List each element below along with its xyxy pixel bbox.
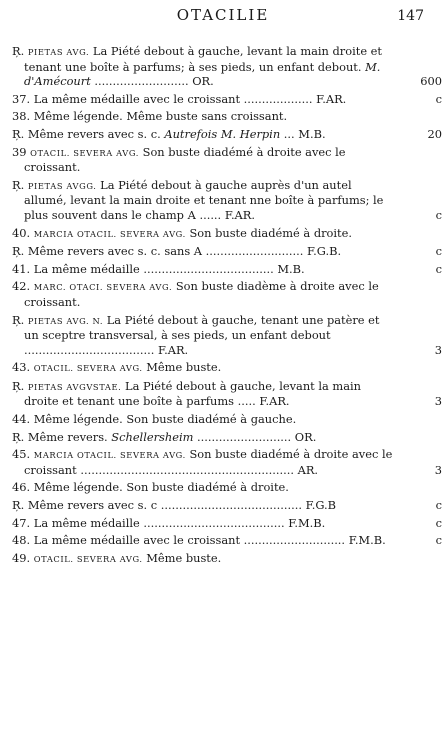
entry-number: 48. (12, 533, 31, 548)
coin-legend: PIETAS AVGVSTAE. (27, 381, 122, 392)
entry-description: Même légende. Même buste sans croissant. (33, 109, 288, 124)
entry-number: 49. (12, 550, 31, 565)
entry-number: 43. (12, 360, 31, 375)
entry-description: Son buste diadémé à droite avec le croissant (24, 447, 393, 477)
entry-text (12, 412, 396, 427)
entry-number: 47. (12, 515, 31, 530)
dot-leaders: ....................................... (160, 498, 302, 513)
entry-text (12, 430, 396, 445)
entry-number: Ŗ. (12, 244, 25, 259)
entry-number: 38. (12, 109, 31, 124)
entry-number: 45. (12, 447, 31, 462)
entry-text (12, 226, 396, 242)
entry-description: Son buste diadémé à droite. (189, 225, 352, 240)
entry-number: Ŗ. (12, 378, 25, 393)
metal-grade: F.M.B. (288, 515, 326, 530)
entry-number: Ŗ. (12, 126, 25, 141)
entry-number: Ŗ. (12, 498, 25, 513)
entry-text (12, 44, 396, 89)
rarity-price: c (435, 515, 442, 530)
entry-number: 46. (12, 480, 31, 495)
entry-number: 44. (12, 412, 31, 427)
catalog-entry (12, 430, 442, 445)
catalog-entry (12, 313, 442, 358)
rarity-price: 600 (420, 74, 442, 89)
entry-description: Même revers avec s. c. (27, 126, 161, 141)
rarity-price: c (435, 261, 442, 276)
entry-description: La Piété debout à gauche, levant la main droite et tenant une boîte à parfums; à ses pieds, un enfant debout. (24, 44, 382, 74)
catalog-entry (12, 127, 442, 142)
coin-legend: MARCIA OTACIL. SEVERA AVG. (33, 450, 186, 461)
catalog-entry (12, 145, 442, 175)
coin-legend: OTACIL. SEVERA AVG. (30, 147, 140, 158)
catalog-entry (12, 360, 442, 376)
entry-text (12, 379, 396, 409)
collection-note: M. d'Amécourt (24, 59, 381, 89)
entry-text (12, 262, 396, 277)
entry-description: Son buste diadémé à droite avec le croissant. (24, 144, 346, 175)
entry-description: Même buste. (146, 550, 222, 565)
entry-description: La Piété debout à gauche, tenant une patère et un sceptre transversal, à ses pieds, un enfant debout (24, 312, 380, 343)
dot-leaders: ..... (237, 394, 256, 409)
catalog-entry (12, 262, 442, 277)
coin-legend: OTACIL. SEVERA AVG. (33, 363, 143, 374)
metal-grade: OR. (294, 429, 317, 444)
entry-description: La Piété debout à gauche, levant la main droite et tenant une boîte à parfums (24, 378, 361, 409)
entry-number: 42. (12, 279, 31, 294)
entry-number: 40. (12, 225, 31, 240)
dot-leaders: .................................... (143, 261, 274, 276)
rarity-price: 3 (434, 394, 442, 409)
entry-description: La Piété debout à gauche auprès d'un autel allumé, levant la main droite et tenant nne boîte à parfums; le plus souvent dans le champ A (24, 177, 384, 222)
catalog-entry (12, 447, 442, 477)
catalog-entry (12, 244, 442, 259)
entry-text (12, 313, 396, 358)
dot-leaders: ........................... (205, 244, 304, 259)
entry-text (12, 109, 396, 124)
entry-description: La même médaille (33, 261, 140, 276)
coin-legend: MARCIA OTACIL. SEVERA AVG. (33, 228, 186, 239)
dot-leaders: ................... (243, 91, 313, 106)
entry-description: La même médaille avec le croissant (33, 91, 241, 106)
metal-grade: F.G.B (305, 498, 337, 513)
metal-grade: F.M.B. (348, 533, 386, 548)
page-number: 147 (397, 8, 424, 24)
metal-grade: M.B. (277, 261, 305, 276)
entry-number: 41. (12, 261, 31, 276)
dot-leaders: ............................ (243, 533, 346, 548)
entry-number: Ŗ. (12, 44, 25, 58)
entry-text (12, 551, 396, 567)
coin-legend: PIETAS AVGG. (27, 180, 97, 191)
catalog-entries (12, 44, 442, 569)
entry-description: Son buste diadème à droite avec le croissant. (24, 279, 379, 309)
rarity-price: c (435, 91, 442, 106)
entry-text (12, 279, 396, 309)
dot-leaders: ........................................................... (80, 462, 294, 477)
catalog-entry (12, 279, 442, 309)
rarity-price: 3 (434, 462, 442, 477)
entry-number: 39 (12, 144, 27, 159)
catalog-entry (12, 412, 442, 427)
metal-grade: F.AR. (157, 342, 189, 357)
catalog-entry (12, 551, 442, 567)
catalog-entry (12, 178, 442, 223)
metal-grade: F.AR. (316, 91, 347, 106)
entry-text (12, 92, 396, 107)
metal-grade: M.B. (298, 126, 326, 141)
entry-text (12, 480, 396, 495)
entry-description: La même médaille avec le croissant (33, 533, 241, 548)
dot-leaders: ...... (199, 207, 222, 222)
entry-number: 37. (12, 91, 31, 106)
metal-grade: F.AR. (259, 394, 290, 409)
running-title: OTACILIE (176, 6, 270, 24)
entry-text (12, 145, 396, 175)
rarity-price: c (435, 207, 442, 222)
rarity-price: c (435, 244, 442, 259)
collection-note: Autrefois M. Herpin (164, 126, 281, 141)
metal-grade: AR. (297, 462, 319, 477)
collection-note: Schellersheim (111, 429, 194, 444)
coin-legend: PIETAS AVG. N. (27, 315, 104, 326)
metal-grade: F.G.B. (307, 244, 342, 259)
catalog-entry (12, 379, 442, 409)
rarity-price: c (435, 498, 442, 513)
entry-number: Ŗ. (12, 177, 25, 192)
entry-description: Même revers. (27, 429, 108, 444)
entry-description: Même légende. Son buste diadémé à droite. (33, 480, 289, 495)
dot-leaders: .......................... (197, 429, 292, 444)
entry-text (12, 127, 396, 142)
entry-text (12, 516, 396, 531)
entry-text (12, 178, 396, 223)
entry-text (12, 533, 396, 548)
dot-leaders: ....................................... (143, 515, 285, 530)
catalog-entry (12, 92, 442, 107)
catalog-entry (12, 109, 442, 124)
metal-grade: F.AR. (224, 207, 255, 222)
catalog-entry (12, 480, 442, 495)
dot-leaders: .......................... (94, 74, 189, 89)
entry-text (12, 244, 396, 259)
coin-legend: MARC. OTACI. SEVERA AVG. (33, 282, 173, 293)
rarity-price: 3 (434, 342, 442, 357)
catalog-entry (12, 516, 442, 531)
catalog-entry (12, 498, 442, 513)
entry-text (12, 498, 396, 513)
entry-description: Même revers avec s. c. sans A (27, 244, 203, 259)
entry-description: La même médaille (33, 515, 140, 530)
catalog-entry (12, 226, 442, 242)
entry-number: Ŗ. (12, 429, 25, 444)
catalog-entry (12, 44, 442, 89)
rarity-price: 20 (427, 126, 442, 141)
entry-text (12, 447, 396, 477)
entry-description: Même buste. (146, 360, 222, 375)
entry-number: Ŗ. (12, 312, 25, 327)
dot-leaders: ... (283, 126, 295, 141)
entry-description: Même revers avec s. c (27, 498, 158, 513)
catalog-entry (12, 533, 442, 548)
metal-grade: OR. (192, 74, 214, 89)
dot-leaders: .................................... (24, 342, 155, 357)
entry-description: Même légende. Son buste diadémé à gauche. (33, 412, 297, 427)
rarity-price: c (435, 533, 442, 548)
coin-legend: PIETAS AVG. (27, 47, 90, 57)
entry-text (12, 360, 396, 376)
coin-legend: OTACIL. SEVERA AVG. (33, 553, 143, 564)
